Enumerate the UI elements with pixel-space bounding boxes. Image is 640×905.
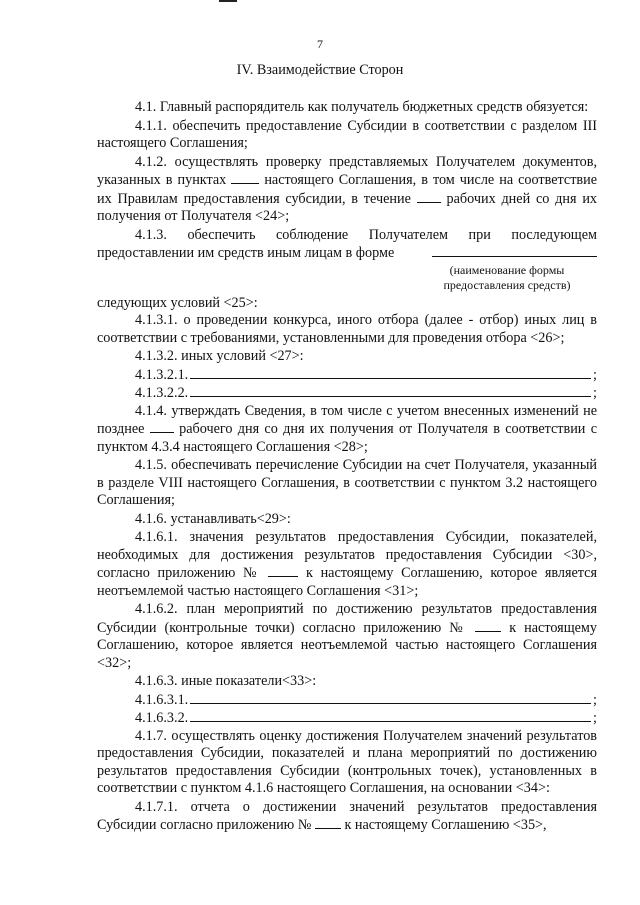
paragraph-4-1-6-2-text-b: к настоящему Соглашению, которое является неотъемлемой частью настоящего Соглашения <32>; <box>97 619 597 671</box>
paragraph-4-1-5: 4.1.5. обеспечивать перечисление Субсидии на счет Получателя, указанный в разделе VIII настоящего Соглашения, в соответствии с пунктом 3.2 настоящего Соглашения; <box>97 457 597 508</box>
blank-line <box>315 816 341 829</box>
paragraph-4-1-3-line1: 4.1.3. обеспечить соблюдение Получателем при последующем <box>135 226 597 243</box>
paragraph-4-1-7: 4.1.7. осуществлять оценку достижения Получателем значений результатов предоставления Субсидии, показателей и плана мероприятий по достижению результатов предоставления Субсидии (контрольных точек), установленных в соответствии с пунктом 4.1.6 настоящего Соглашения, на основании <34>: <box>97 727 597 796</box>
page-number: 7 <box>317 37 323 51</box>
paragraph-4-1-3-line2-text: предоставлении им средств иным лицам в форме <box>97 245 395 261</box>
form-name-caption: (наименование формы предоставления средств) <box>443 262 571 292</box>
paragraph-4-1-3-2: 4.1.3.2. иных условий <27>: <box>135 348 304 364</box>
paragraph-4-1-3-line2 <box>97 244 597 263</box>
paragraph-4-1-6-3-2 <box>97 709 597 728</box>
blank-line <box>417 190 441 203</box>
paragraph-4-1-6-1-text-a: 4.1.6.1. значения результатов предоставления Субсидии, показателей, необходимых для достижения результатов предоставления Субсидии <30>, согласно приложению № <box>97 529 597 581</box>
paragraph-4-1-1: 4.1.1. обеспечить предоставление Субсидии в соответствии с разделом III настоящего Соглашения; <box>97 117 597 151</box>
paragraph-4-1-6: 4.1.6. устанавливать<29>: <box>135 510 291 527</box>
document-body <box>97 99 597 835</box>
paragraph-4-1-4-text-a: 4.1.4. утверждать Сведения, в том числе с учетом внесенных изменений не позднее <box>97 402 597 437</box>
paragraph-4-1-3-2-2-label: 4.1.3.2.2. <box>135 385 189 401</box>
top-edge-mark <box>219 0 237 2</box>
paragraph-4-1-2-text-a: 4.1.2. осуществлять проверку представляемых Получателем документов, указанных в пунктах <box>97 153 597 188</box>
paragraph-4-1-7-1 <box>97 799 597 835</box>
section-title: IV. Взаимодействие Сторон <box>236 62 404 78</box>
paragraph-4-1-3-2-2 <box>97 384 597 403</box>
paragraph-4-1-6-3-2-label: 4.1.6.3.2. <box>135 710 189 726</box>
blank-line <box>190 691 591 704</box>
paragraph-4-1-2-text-b: настоящего Соглашения, в том числе на соответствие их Правилам предоставления субсидии, в течение <box>97 172 598 207</box>
blank-line <box>475 619 501 632</box>
paragraph-4-1-4-text-b: рабочего дня со дня их получения от Получателя в соответствии с пунктом 4.3.4 настоящего Соглашения <28>; <box>97 421 598 455</box>
blank-line <box>268 564 298 577</box>
paragraph-4-1-3-1: 4.1.3.1. о проведении конкурса, иного отбора (далее - отбор) иных лиц в соответствии с требованиями, установленными для проведения отбора <26>; <box>97 312 597 346</box>
semicolon: ; <box>593 691 597 708</box>
paragraph-4-1-4 <box>97 403 597 457</box>
paragraph-4-1-6-2 <box>97 601 597 672</box>
paragraph-4-1-6-3-1-label: 4.1.6.3.1. <box>135 691 189 708</box>
blank-line <box>150 420 174 433</box>
paragraph-4-1-3-2-1 <box>97 366 597 385</box>
paragraph-4-1-7-1-text-a: 4.1.7.1. отчета о достижении значений результатов предоставления Субсидии согласно приложению № <box>97 798 597 833</box>
paragraph-4-1-6-3: 4.1.6.3. иные показатели<33>: <box>135 673 317 689</box>
paragraph-4-1: 4.1. Главный распорядитель как получатель бюджетных средств обязуется: <box>135 99 589 115</box>
semicolon: ; <box>593 366 597 383</box>
paragraph-4-1-3-2-1-label: 4.1.3.2.1. <box>135 366 189 383</box>
paragraph-4-1-2-text-c: рабочих дней со дня их получения от Получателя <24>; <box>97 190 597 224</box>
paragraph-4-1-6-1 <box>97 529 597 600</box>
blank-line <box>190 384 591 397</box>
semicolon: ; <box>593 710 597 726</box>
blank-line <box>190 709 591 722</box>
paragraph-4-1-6-1-text-b: к настоящему Соглашению, которое является неотъемлемой частью настоящего Соглашения <31>; <box>97 565 597 599</box>
paragraph-4-1-6-2-text-a: 4.1.6.2. план мероприятий по достижению результатов предоставления Субсидии (контрольные точки) согласно приложению № <box>97 601 597 636</box>
semicolon: ; <box>593 385 597 401</box>
paragraph-4-1-7-1-text-b: к настоящему Соглашению <35>, <box>344 817 547 833</box>
form-name-blank <box>432 244 597 257</box>
blank-line <box>231 171 259 184</box>
paragraph-4-1-2 <box>97 154 597 226</box>
paragraph-4-1-3-line3: следующих условий <25>: <box>97 294 258 311</box>
blank-line <box>190 366 591 379</box>
paragraph-4-1-6-3-1 <box>97 691 597 710</box>
